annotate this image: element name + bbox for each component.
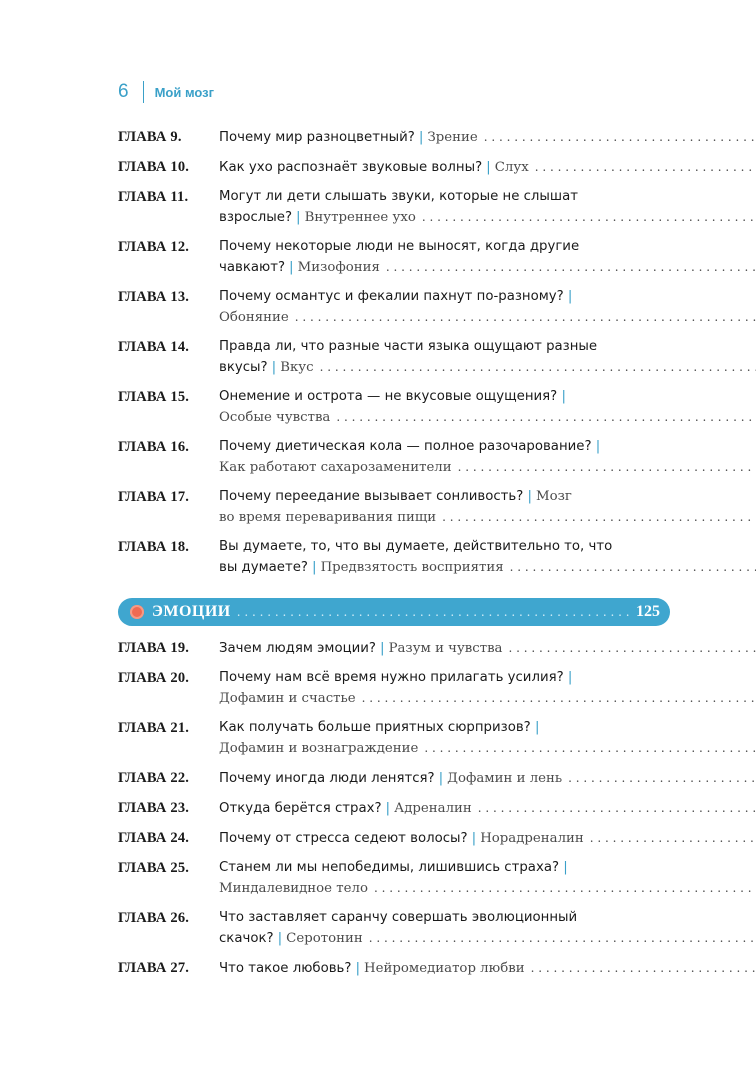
chapter-body [219, 187, 756, 228]
chapter-body [219, 127, 756, 148]
toc-entry[interactable] [118, 337, 670, 378]
chapter-question-line: Могут ли дети слышать звуки, которые не слышат [219, 189, 578, 204]
topic-separator: | [486, 159, 491, 175]
chapter-final-line [219, 457, 756, 478]
toc-entry[interactable] [118, 798, 670, 819]
book-title: Мой мозг [154, 84, 215, 100]
chapter-final-line [219, 798, 756, 819]
chapter-label: ГЛАВА 25. [118, 860, 190, 876]
chapter-final-line [219, 307, 756, 328]
chapter-question-line: Как получать больше приятных сюрпризов? | [219, 720, 540, 735]
chapter-topic: Внутреннее ухо [304, 210, 416, 225]
chapter-body [219, 437, 756, 478]
topic-separator: | [471, 830, 477, 846]
leader-dots [509, 638, 756, 658]
chapter-topic: Норадреналин [480, 831, 584, 846]
chapter-question: взрослые? [219, 210, 293, 225]
chapter-final-line [219, 507, 756, 528]
leader-dots [478, 798, 756, 818]
chapter-question: Зачем людям эмоции? [219, 641, 376, 656]
topic-separator: | [271, 359, 277, 375]
topic-separator: | [418, 129, 424, 145]
toc-entry[interactable] [118, 287, 670, 328]
section-bullet-icon [130, 605, 144, 619]
chapter-topic: Дофамин и вознаграждение [219, 741, 419, 756]
toc-entry[interactable] [118, 127, 670, 148]
chapter-body [219, 828, 756, 849]
page-number: 6 [118, 81, 129, 102]
chapter-body [219, 638, 756, 659]
chapter-question-line: Почему диетическая кола — полное разочарование? | [219, 439, 601, 454]
toc-list-top [118, 127, 670, 587]
topic-separator: | [296, 209, 301, 225]
chapter-final-line [219, 407, 756, 428]
chapter-label: ГЛАВА 26. [118, 910, 190, 926]
chapter-topic: Зрение [427, 130, 478, 145]
chapter-label: ГЛАВА 9. [118, 129, 182, 145]
chapter-question: Что такое любовь? [219, 961, 352, 976]
topic-separator: | [289, 259, 294, 275]
leader-dots [535, 157, 756, 177]
section-page: 125 [636, 603, 660, 620]
leader-dots [362, 688, 756, 708]
topic-separator: | [438, 770, 444, 786]
chapter-topic: Разум и чувства [388, 641, 503, 656]
toc-entry[interactable] [118, 638, 670, 659]
chapter-question-line: Почему нам всё время нужно прилагать усилия? | [219, 670, 573, 685]
toc-entry[interactable] [118, 718, 670, 759]
leader-dots [531, 958, 756, 978]
chapter-final-line [219, 688, 756, 709]
chapter-question-line: Почему османтус и фекалии пахнут по-разному? | [219, 289, 573, 304]
chapter-question-line: Станем ли мы непобедимы, лишившись страха? | [219, 860, 568, 875]
chapter-label: ГЛАВА 24. [118, 830, 190, 846]
chapter-body [219, 287, 756, 328]
chapter-final-line [219, 958, 756, 979]
chapter-body [219, 387, 756, 428]
chapter-topic: Слух [494, 160, 529, 175]
chapter-question: Почему иногда люди ленятся? [219, 771, 435, 786]
chapter-final-line [219, 357, 756, 378]
toc-entry[interactable] [118, 908, 670, 949]
leader-dots [369, 928, 756, 948]
chapter-question: вкусы? [219, 360, 268, 375]
chapter-label: ГЛАВА 12. [118, 239, 190, 255]
chapter-topic: Предвзятость восприятия [320, 560, 504, 575]
chapter-body [219, 768, 756, 789]
chapter-final-line [219, 638, 756, 659]
leader-dots [422, 207, 756, 227]
chapter-body [219, 337, 756, 378]
chapter-body [219, 908, 756, 949]
chapter-label: ГЛАВА 11. [118, 189, 189, 205]
chapter-topic: Миндалевидное тело [219, 881, 368, 896]
leader-dots [386, 257, 756, 277]
chapter-question-line: Вы думаете, то, что вы думаете, действительно то, что [219, 539, 613, 554]
chapter-final-line [219, 207, 756, 228]
chapter-label: ГЛАВА 16. [118, 439, 190, 455]
leader-dots [336, 407, 756, 427]
toc-entry[interactable] [118, 668, 670, 709]
toc-entry[interactable] [118, 828, 670, 849]
chapter-topic: Дофамин и счастье [219, 691, 356, 706]
chapter-label: ГЛАВА 19. [118, 640, 190, 656]
chapter-label: ГЛАВА 13. [118, 289, 190, 305]
chapter-topic: во время переваривания пищи [219, 510, 437, 525]
toc-entry[interactable] [118, 858, 670, 899]
chapter-question: Почему мир разноцветный? [219, 130, 415, 145]
leader-dots [590, 828, 756, 848]
chapter-topic: Серотонин [286, 931, 363, 946]
chapter-body [219, 668, 756, 709]
chapter-body [219, 487, 756, 528]
toc-entry[interactable] [118, 157, 670, 178]
header-divider [143, 81, 144, 103]
toc-entry[interactable] [118, 537, 670, 578]
chapter-topic: Адреналин [394, 801, 472, 816]
toc-entry[interactable] [118, 187, 670, 228]
topic-separator: | [277, 930, 283, 946]
chapter-final-line [219, 738, 756, 759]
chapter-body [219, 958, 756, 979]
leader-dots [458, 457, 756, 477]
chapter-topic: Вкус [280, 360, 314, 375]
chapter-label: ГЛАВА 15. [118, 389, 190, 405]
chapter-label: ГЛАВА 10. [118, 159, 190, 175]
topic-separator: | [311, 559, 317, 575]
chapter-final-line [219, 257, 756, 278]
toc-entry[interactable] [118, 237, 670, 278]
chapter-label: ГЛАВА 21. [118, 720, 190, 736]
section-leader-dots [237, 605, 630, 619]
chapter-topic: Особые чувства [219, 410, 331, 425]
chapter-topic: Обоняние [219, 310, 289, 325]
chapter-question-line: Что заставляет саранчу совершать эволюционный [219, 910, 578, 925]
leader-dots [295, 307, 756, 327]
leader-dots [442, 507, 756, 527]
chapter-final-line [219, 878, 756, 899]
chapter-final-line [219, 557, 756, 578]
chapter-body [219, 537, 756, 578]
toc-entry[interactable] [118, 958, 670, 979]
chapter-topic: Мизофония [297, 260, 380, 275]
leader-dots [568, 768, 756, 788]
chapter-final-line [219, 157, 756, 178]
toc-list-bottom [118, 638, 670, 988]
chapter-topic: Дофамин и лень [447, 771, 563, 786]
chapter-question: Почему от стресса седеют волосы? [219, 831, 468, 846]
chapter-body [219, 718, 756, 759]
chapter-body [219, 858, 756, 899]
chapter-question-line: Правда ли, что разные части языка ощущают разные [219, 339, 598, 354]
chapter-question: чавкают? [219, 260, 286, 275]
chapter-body [219, 157, 756, 178]
leader-dots [320, 357, 756, 377]
chapter-question: Откуда берётся страх? [219, 801, 382, 816]
chapter-question-line: Почему некоторые люди не выносят, когда другие [219, 239, 580, 254]
topic-separator: | [385, 800, 391, 816]
toc-entry[interactable] [118, 768, 670, 789]
chapter-label: ГЛАВА 14. [118, 339, 190, 355]
leader-dots [424, 738, 756, 758]
chapter-question: вы думаете? [219, 560, 308, 575]
leader-dots [510, 557, 756, 577]
chapter-label: ГЛАВА 17. [118, 489, 190, 505]
leader-dots [374, 878, 756, 898]
leader-dots [484, 127, 756, 147]
chapter-label: ГЛАВА 18. [118, 539, 190, 555]
section-banner[interactable] [118, 598, 670, 626]
chapter-final-line [219, 768, 756, 789]
chapter-final-line [219, 928, 756, 949]
chapter-topic: Нейромедиатор любви [364, 961, 525, 976]
chapter-body [219, 237, 756, 278]
topic-separator: | [379, 640, 385, 656]
topic-separator: | [355, 960, 361, 976]
chapter-final-line [219, 828, 756, 849]
chapter-final-line [219, 127, 756, 148]
toc-entry[interactable] [118, 437, 670, 478]
chapter-question-line: Почему переедание вызывает сонливость? | Мозг [219, 489, 572, 504]
chapter-label: ГЛАВА 27. [118, 960, 190, 976]
chapter-body [219, 798, 756, 819]
chapter-topic: Как работают сахарозаменители [219, 460, 452, 475]
chapter-label: ГЛАВА 23. [118, 800, 190, 816]
page-header [118, 80, 214, 104]
chapter-question: Как ухо распознаёт звуковые волны? [219, 160, 483, 175]
chapter-question: скачок? [219, 931, 274, 946]
toc-entry[interactable] [118, 387, 670, 428]
chapter-label: ГЛАВА 20. [118, 670, 190, 686]
section-title: ЭМОЦИИ [152, 603, 231, 620]
chapter-label: ГЛАВА 22. [118, 770, 190, 786]
toc-entry[interactable] [118, 487, 670, 528]
chapter-question-line: Онемение и острота — не вкусовые ощущения? | [219, 389, 566, 404]
